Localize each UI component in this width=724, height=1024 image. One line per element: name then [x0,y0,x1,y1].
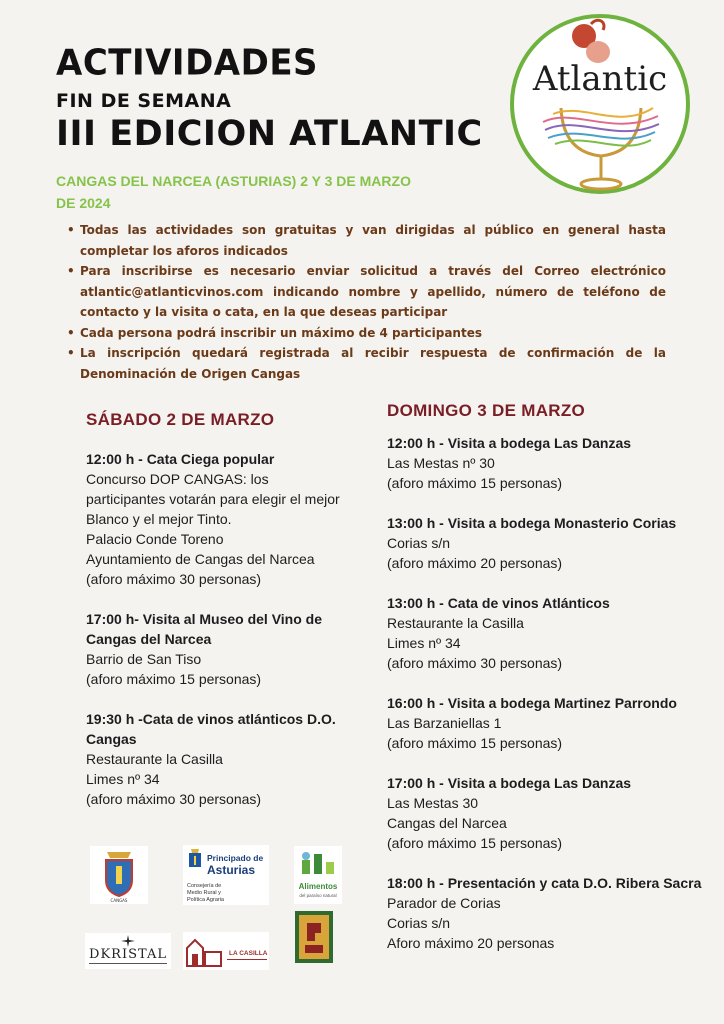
event-title: 18:00 h - Presentación y cata D.O. Ribera Sacra [387,875,702,891]
saturday-events [86,449,346,829]
event-title: 13:00 h - Visita a bodega Monasterio Corias [387,515,677,531]
casilla-building-icon [185,934,223,968]
event-item [387,593,712,673]
info-bullets [66,220,666,384]
event-item [86,449,346,589]
event-details: Las Mestas nº 30 (aforo máximo 15 personas) [387,455,563,491]
svg-text:CANGAS: CANGAS [110,898,128,903]
title-actividades: ACTIVIDADES [56,42,319,84]
event-details: Restaurante la Casilla Limes nº 34 (aforo máximo 30 personas) [387,615,563,671]
dkristal-logo [85,933,171,969]
event-details: Restaurante la Casilla Limes nº 34 (aforo máximo 30 personas) [86,751,262,807]
asturias-department: Consejería de Medio Rural y Política Agraria [187,883,224,903]
alimentos-text: Alimentos [298,882,338,891]
bullet-registration: • Para inscribirse es necesario enviar solicitud a través del Correo electrónico atlantic@atlanticvinos.com indicando nombre y apellido, número de teléfono de contacto y la visita o cata, en la que deseas participar [80,261,666,323]
dkristal-text: DKRISTAL [89,947,167,962]
title-edicion: III EDICION ATLANTIC [56,114,483,154]
event-title: 17:00 h- Visita al Museo del Vino de Cangas del Narcea [86,611,323,647]
event-item [387,693,712,753]
event-details: Las Mestas 30 Cangas del Narcea (aforo máximo 15 personas) [387,795,563,851]
sunday-heading: DOMINGO 3 DE MARZO [387,401,586,420]
bullet-free: • Todas las actividades son gratuitas y van dirigidas al público en general hasta completar los aforos indicados [80,220,666,261]
event-item [387,873,712,953]
event-title: 19:30 h -Cata de vinos atlánticos D.O. Cangas [86,711,336,747]
asturias-text-2: Asturias [207,863,256,877]
event-item [387,773,712,853]
page-title [56,42,483,154]
logo-text: Atlantic [532,59,668,99]
sunday-events [387,433,712,973]
event-title: 16:00 h - Visita a bodega Martinez Parrondo [387,695,677,711]
cangas-coat-of-arms-logo [90,846,148,904]
atlantic-logo [503,12,697,196]
event-item [387,433,712,493]
event-item [86,609,346,689]
asturias-logo [183,845,269,905]
event-title: 13:00 h - Cata de vinos Atlánticos [387,595,610,611]
event-details: Barrio de San Tiso (aforo máximo 15 personas) [86,651,262,687]
event-details: Corias s/n (aforo máximo 20 personas) [387,535,563,571]
title-fin-de-semana: FIN DE SEMANA [56,90,232,112]
do-cangas-logo [295,911,333,963]
event-details: Las Barzaniellas 1 (aforo máximo 15 personas) [387,715,563,751]
saturday-heading: SÁBADO 2 DE MARZO [86,410,275,429]
event-location-date: CANGAS DEL NARCEA (ASTURIAS) 2 Y 3 DE MARZO DE 2024 [56,173,411,211]
alimentos-icon [298,850,338,876]
event-title: 12:00 h - Cata Ciega popular [86,451,275,467]
event-details: Parador de Corias Corias s/n Aforo máximo 20 personas [387,895,555,951]
event-item [86,709,346,809]
la-casilla-logo [183,932,269,970]
bullet-confirmation: • La inscripción quedará registrada al recibir respuesta de confirmación de la Denominación de Origen Cangas [80,343,666,384]
event-title: 17:00 h - Visita a bodega Las Danzas [387,775,632,791]
event-item [387,513,712,573]
alimentos-paraiso-logo [294,846,342,904]
alimentos-subtext: del paraíso natural [299,893,337,898]
casilla-text: LA CASILLA [229,950,268,957]
asturias-crest-icon [187,849,203,873]
asturias-text-1: Principado de [207,853,264,863]
event-title: 12:00 h - Visita a bodega Las Danzas [387,435,632,451]
event-details: Concurso DOP CANGAS: los participantes votarán para elegir el mejor Blanco y el mejor Tinto. Palacio Conde Toreno Ayuntamiento de Cangas del Narcea (aforo máximo 30 personas) [86,471,340,587]
crystal-star-icon [121,935,135,947]
bullet-max-participants: • Cada persona podrá inscribir un máximo de 4 participantes [80,323,666,344]
